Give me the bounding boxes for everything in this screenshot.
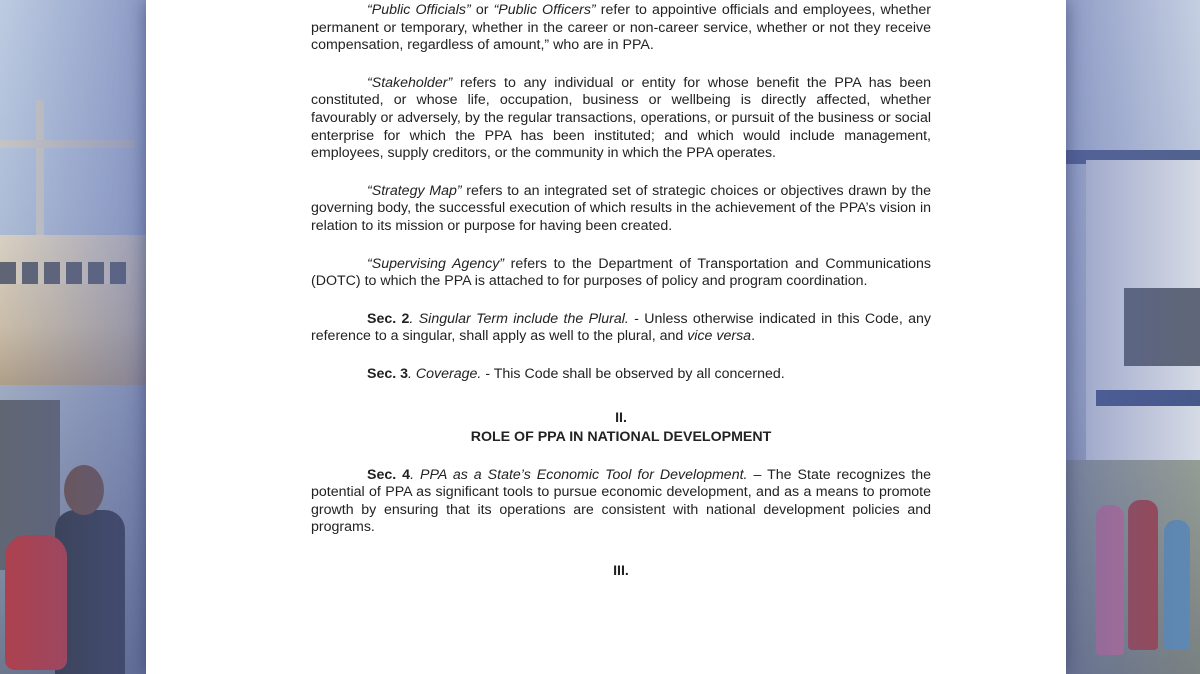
- term-public-officials: “Public Officials”: [367, 2, 471, 18]
- section-label: Sec. 3: [367, 365, 409, 382]
- definition-stakeholder: [311, 75, 931, 163]
- part-numeral: III.: [613, 563, 629, 580]
- connector-text: or: [470, 2, 494, 18]
- definition-strategy-map: [311, 183, 931, 236]
- part-numeral: II.: [615, 409, 627, 426]
- section-title: . Singular Term include the Plural.: [409, 310, 629, 327]
- section-text: - Unless otherwise indicated in this Code, any reference to a singular, shall apply as well to the plural, and: [311, 310, 931, 345]
- term-public-officers: “Public Officers”: [493, 2, 596, 18]
- section-title: . PPA as a State’s Economic Tool for Development.: [410, 466, 748, 483]
- section-label: Sec. 4: [367, 466, 411, 483]
- term-strategy-map: “Strategy Map”: [367, 182, 462, 199]
- background-photo-left: [0, 0, 150, 674]
- background-photo-right: [1066, 0, 1200, 674]
- section-title: . Coverage.: [408, 365, 482, 382]
- blue-overlay: [1066, 0, 1200, 674]
- definition-text: refers to an integrated set of strategic choices or objectives drawn by the governing body, the successful execution of which results in the achievement of the PPA’s vision in relation to its mission or purpose for having been created.: [311, 182, 931, 234]
- term-stakeholder: “Stakeholder”: [367, 74, 453, 91]
- section-3: [311, 366, 931, 384]
- part-heading: ROLE OF PPA IN NATIONAL DEVELOPMENT: [470, 429, 772, 446]
- section-text: – The State recognizes the potential of PPA as significant tools to pursue economic development, and as a means to promote growth by ensuring that its operations are consistent with national development policies and programs.: [311, 466, 931, 536]
- section-4: [311, 467, 931, 537]
- document-body: [311, 2, 931, 581]
- term-supervising-agency: “Supervising Agency”: [367, 255, 505, 272]
- section-2: [311, 311, 931, 346]
- definition-text: refer to appointive officials and employees, whether permanent or temporary, whether in the career or non-career service, whether or not they receive compensation, regardless of amount,” who are in PPA.: [311, 2, 931, 54]
- section-end: .: [751, 328, 756, 345]
- document-page: [146, 0, 1066, 674]
- blue-overlay: [0, 0, 150, 674]
- definition-public-officials: [311, 2, 931, 55]
- definition-supervising-agency: [311, 256, 931, 291]
- section-label: Sec. 2: [367, 310, 410, 327]
- section-text: - This Code shall be observed by all concerned.: [481, 365, 785, 382]
- section-italic-end: vice versa: [687, 328, 752, 345]
- definition-text: refers to any individual or entity for whose benefit the PPA has been constituted, or whose life, occupation, business or wellbeing is directly affected, whether favourably or adversely, by the regular transactions, operations, or pursuit of the business or social enterprise for which the PPA has been instituted; and which would include management, employees, supply creditors, or the community in which the PPA operates.: [311, 74, 931, 162]
- definition-text: refers to the Department of Transportation and Communications (DOTC) to which the PPA is attached to for purposes of policy and program coordination.: [311, 255, 931, 290]
